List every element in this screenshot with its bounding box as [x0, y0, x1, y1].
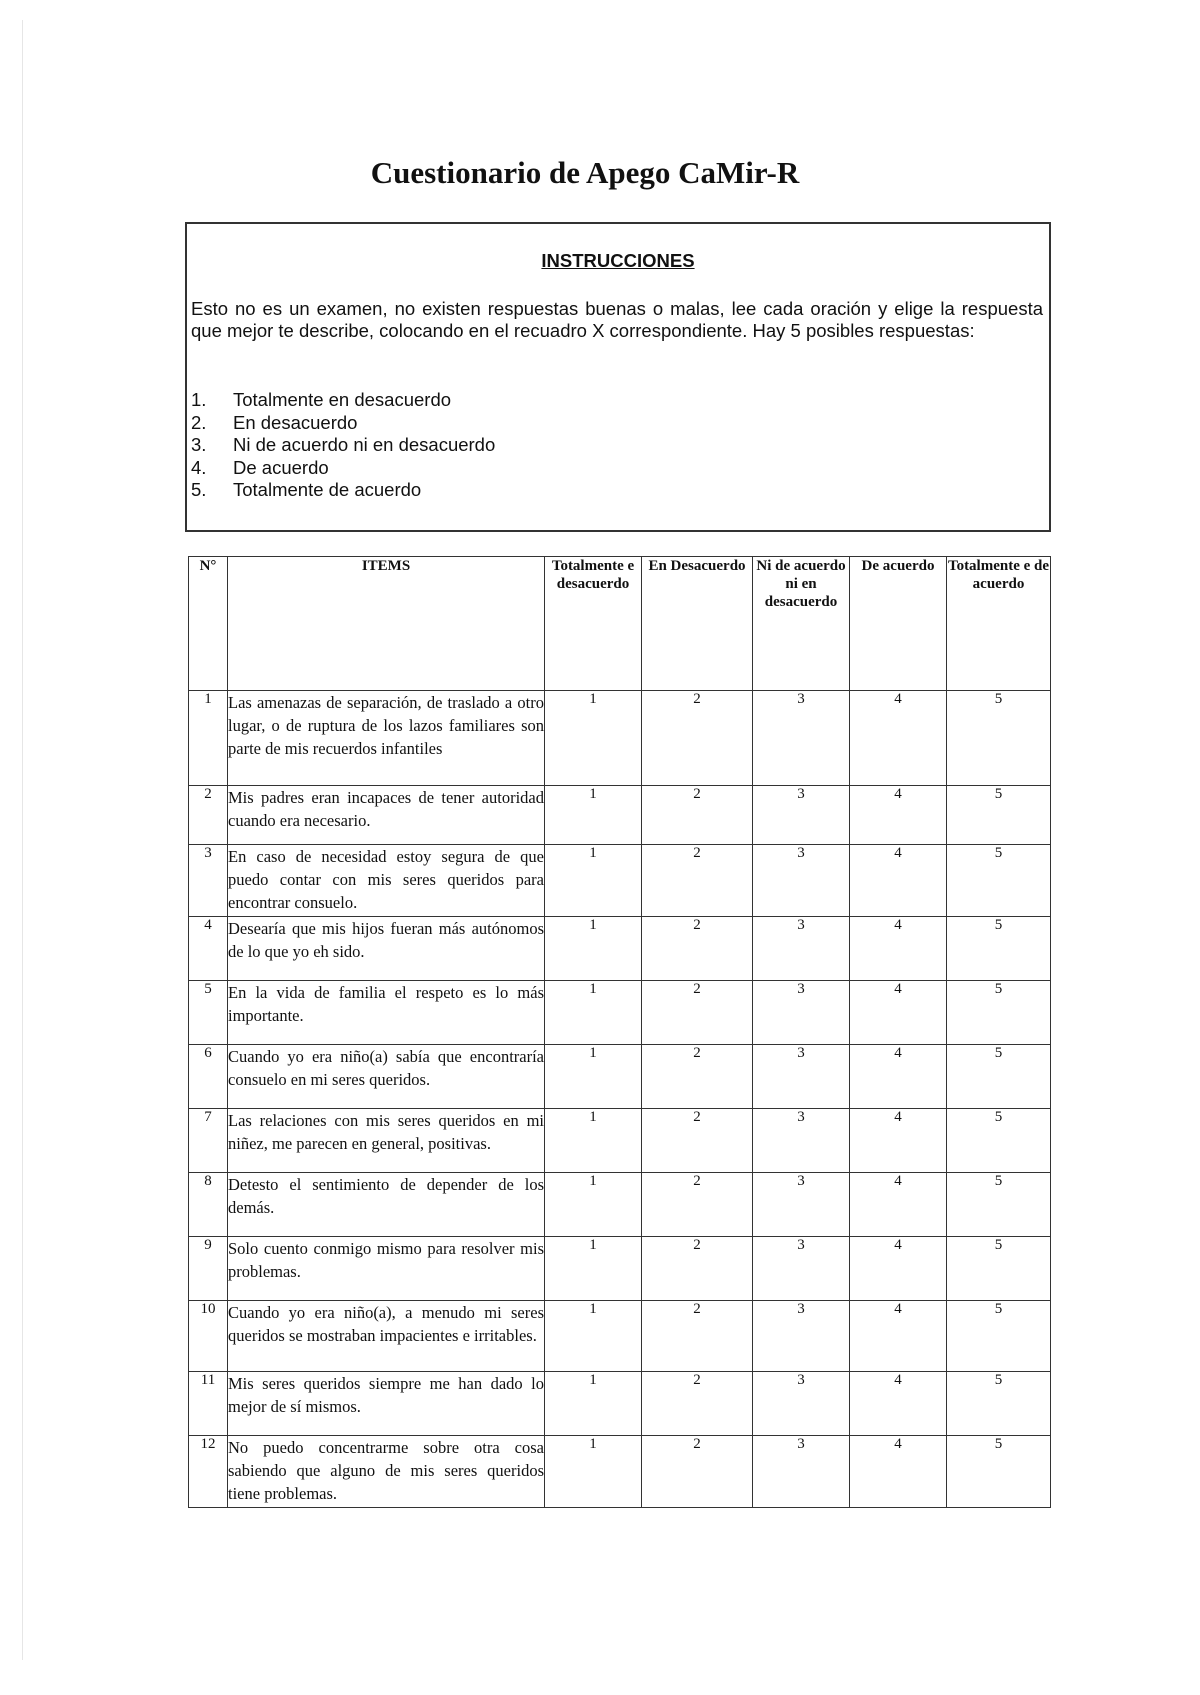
item-number: 5 [189, 981, 228, 1045]
answer-cell-1[interactable]: 1 [545, 917, 642, 981]
answer-cell-1[interactable]: 1 [545, 1109, 642, 1173]
answer-cell-4[interactable]: 4 [850, 1372, 947, 1436]
answer-cell-3[interactable]: 3 [753, 845, 850, 917]
answer-cell-3[interactable]: 3 [753, 1237, 850, 1301]
page-edge-line [22, 20, 23, 1660]
table-header-row [189, 557, 1051, 691]
item-text: Las amenazas de separación, de traslado a otro lugar, o de ruptura de los lazos familiares son parte de mis recuerdos infantiles [228, 691, 545, 786]
answer-cell-1[interactable]: 1 [545, 1173, 642, 1237]
answer-cell-2[interactable]: 2 [642, 1045, 753, 1109]
table-row [189, 1372, 1051, 1436]
option-label: Totalmente de acuerdo [233, 479, 422, 500]
answer-cell-5[interactable]: 5 [947, 1301, 1051, 1372]
option-label: Ni de acuerdo ni en desacuerdo [233, 434, 496, 455]
answer-cell-1[interactable]: 1 [545, 1237, 642, 1301]
table-row [189, 1109, 1051, 1173]
response-option [191, 412, 495, 435]
response-option [191, 457, 495, 480]
header-option-2: En Desacuerdo [642, 557, 753, 691]
item-text: En caso de necesidad estoy segura de que puedo contar con mis seres queridos para encontrar consuelo. [228, 845, 545, 917]
item-number: 11 [189, 1372, 228, 1436]
item-number: 12 [189, 1436, 228, 1508]
item-text: Solo cuento conmigo mismo para resolver mis problemas. [228, 1237, 545, 1301]
answer-cell-4[interactable]: 4 [850, 1237, 947, 1301]
header-items: ITEMS [228, 557, 545, 691]
item-number: 7 [189, 1109, 228, 1173]
answer-cell-5[interactable]: 5 [947, 1045, 1051, 1109]
option-number: 2. [191, 411, 207, 433]
answer-cell-2[interactable]: 2 [642, 1436, 753, 1508]
option-label: Totalmente en desacuerdo [233, 389, 452, 410]
answer-cell-2[interactable]: 2 [642, 1173, 753, 1237]
answer-cell-3[interactable]: 3 [753, 1436, 850, 1508]
answer-cell-5[interactable]: 5 [947, 1237, 1051, 1301]
answer-cell-2[interactable]: 2 [642, 691, 753, 786]
header-option-3: Ni de acuerdo ni en desacuerdo [753, 557, 850, 691]
answer-cell-1[interactable]: 1 [545, 1045, 642, 1109]
table-row [189, 1436, 1051, 1508]
answer-cell-2[interactable]: 2 [642, 917, 753, 981]
answer-cell-2[interactable]: 2 [642, 981, 753, 1045]
answer-cell-4[interactable]: 4 [850, 691, 947, 786]
item-text: No puedo concentrarme sobre otra cosa sabiendo que alguno de mis seres queridos tiene problemas. [228, 1436, 545, 1508]
answer-cell-4[interactable]: 4 [850, 1436, 947, 1508]
response-option [191, 389, 495, 412]
item-text: Detesto el sentimiento de depender de los demás. [228, 1173, 545, 1237]
header-option-5: Totalmente e de acuerdo [947, 557, 1051, 691]
answer-cell-4[interactable]: 4 [850, 1045, 947, 1109]
item-text: Desearía que mis hijos fueran más autónomos de lo que yo eh sido. [228, 917, 545, 981]
item-number: 1 [189, 691, 228, 786]
answer-cell-5[interactable]: 5 [947, 845, 1051, 917]
option-number: 3. [191, 434, 207, 455]
answer-cell-3[interactable]: 3 [753, 917, 850, 981]
table-row [189, 917, 1051, 981]
answer-cell-5[interactable]: 5 [947, 691, 1051, 786]
item-number: 3 [189, 845, 228, 917]
answer-cell-2[interactable]: 2 [642, 1237, 753, 1301]
instructions-box [185, 222, 1051, 532]
answer-cell-5[interactable]: 5 [947, 1109, 1051, 1173]
answer-cell-5[interactable]: 5 [947, 786, 1051, 845]
response-option [191, 434, 495, 457]
answer-cell-4[interactable]: 4 [850, 981, 947, 1045]
header-option-4: De acuerdo [850, 557, 947, 691]
option-number: 5. [191, 479, 207, 500]
item-number: 8 [189, 1173, 228, 1237]
answer-cell-1[interactable]: 1 [545, 981, 642, 1045]
questionnaire-table [188, 556, 1051, 1508]
answer-cell-3[interactable]: 3 [753, 1109, 850, 1173]
answer-cell-1[interactable]: 1 [545, 1301, 642, 1372]
table-row [189, 1173, 1051, 1237]
option-number: 4. [191, 456, 207, 478]
answer-cell-2[interactable]: 2 [642, 1301, 753, 1372]
answer-cell-4[interactable]: 4 [850, 786, 947, 845]
table-row [189, 1301, 1051, 1372]
answer-cell-2[interactable]: 2 [642, 1372, 753, 1436]
instructions-heading: INSTRUCCIONES [541, 250, 695, 271]
header-number: N° [189, 557, 228, 691]
answer-cell-3[interactable]: 3 [753, 786, 850, 845]
answer-cell-5[interactable]: 5 [947, 1173, 1051, 1237]
answer-cell-5[interactable]: 5 [947, 917, 1051, 981]
response-options-list [191, 389, 495, 502]
item-text: Mis padres eran incapaces de tener autoridad cuando era necesario. [228, 786, 545, 845]
answer-cell-3[interactable]: 3 [753, 1372, 850, 1436]
answer-cell-1[interactable]: 1 [545, 691, 642, 786]
item-number: 6 [189, 1045, 228, 1109]
answer-cell-1[interactable]: 1 [545, 786, 642, 845]
answer-cell-1[interactable]: 1 [545, 1372, 642, 1436]
item-text: En la vida de familia el respeto es lo más importante. [228, 981, 545, 1045]
answer-cell-2[interactable]: 2 [642, 786, 753, 845]
item-number: 10 [189, 1301, 228, 1372]
header-option-1: Totalmente e desacuerdo [545, 557, 642, 691]
answer-cell-1[interactable]: 1 [545, 1436, 642, 1508]
answer-cell-3[interactable]: 3 [753, 981, 850, 1045]
item-text: Mis seres queridos siempre me han dado lo mejor de sí mismos. [228, 1372, 545, 1436]
item-number: 2 [189, 786, 228, 845]
answer-cell-3[interactable]: 3 [753, 1301, 850, 1372]
item-number: 4 [189, 917, 228, 981]
item-text: Cuando yo era niño(a) sabía que encontraría consuelo en mi seres queridos. [228, 1045, 545, 1109]
response-option [191, 479, 495, 502]
answer-cell-3[interactable]: 3 [753, 1045, 850, 1109]
answer-cell-4[interactable]: 4 [850, 1173, 947, 1237]
answer-cell-4[interactable]: 4 [850, 1301, 947, 1372]
item-text: Las relaciones con mis seres queridos en mi niñez, me parecen en general, positivas. [228, 1109, 545, 1173]
table-row [189, 691, 1051, 786]
answer-cell-5[interactable]: 5 [947, 1436, 1051, 1508]
option-label: En desacuerdo [233, 411, 358, 433]
table-row [189, 845, 1051, 917]
item-text: Cuando yo era niño(a), a menudo mi seres queridos se mostraban impacientes e irritables. [228, 1301, 545, 1372]
answer-cell-3[interactable]: 3 [753, 1173, 850, 1237]
answer-cell-4[interactable]: 4 [850, 1109, 947, 1173]
answer-cell-4[interactable]: 4 [850, 917, 947, 981]
table-row [189, 981, 1051, 1045]
instructions-text: Esto no es un examen, no existen respuestas buenas o malas, lee cada oración y elige la respuesta que mejor te describe, colocando en el recuadro X correspondiente. Hay 5 posibles respuestas: [191, 298, 1043, 341]
item-number: 9 [189, 1237, 228, 1301]
answer-cell-5[interactable]: 5 [947, 1372, 1051, 1436]
answer-cell-5[interactable]: 5 [947, 981, 1051, 1045]
table-row [189, 1045, 1051, 1109]
table-row [189, 1237, 1051, 1301]
answer-cell-3[interactable]: 3 [753, 691, 850, 786]
answer-cell-2[interactable]: 2 [642, 845, 753, 917]
option-number: 1. [191, 389, 207, 410]
answer-cell-2[interactable]: 2 [642, 1109, 753, 1173]
answer-cell-1[interactable]: 1 [545, 845, 642, 917]
page-title: Cuestionario de Apego CaMir-R [370, 155, 800, 190]
table-row [189, 786, 1051, 845]
answer-cell-4[interactable]: 4 [850, 845, 947, 917]
option-label: De acuerdo [233, 456, 329, 478]
